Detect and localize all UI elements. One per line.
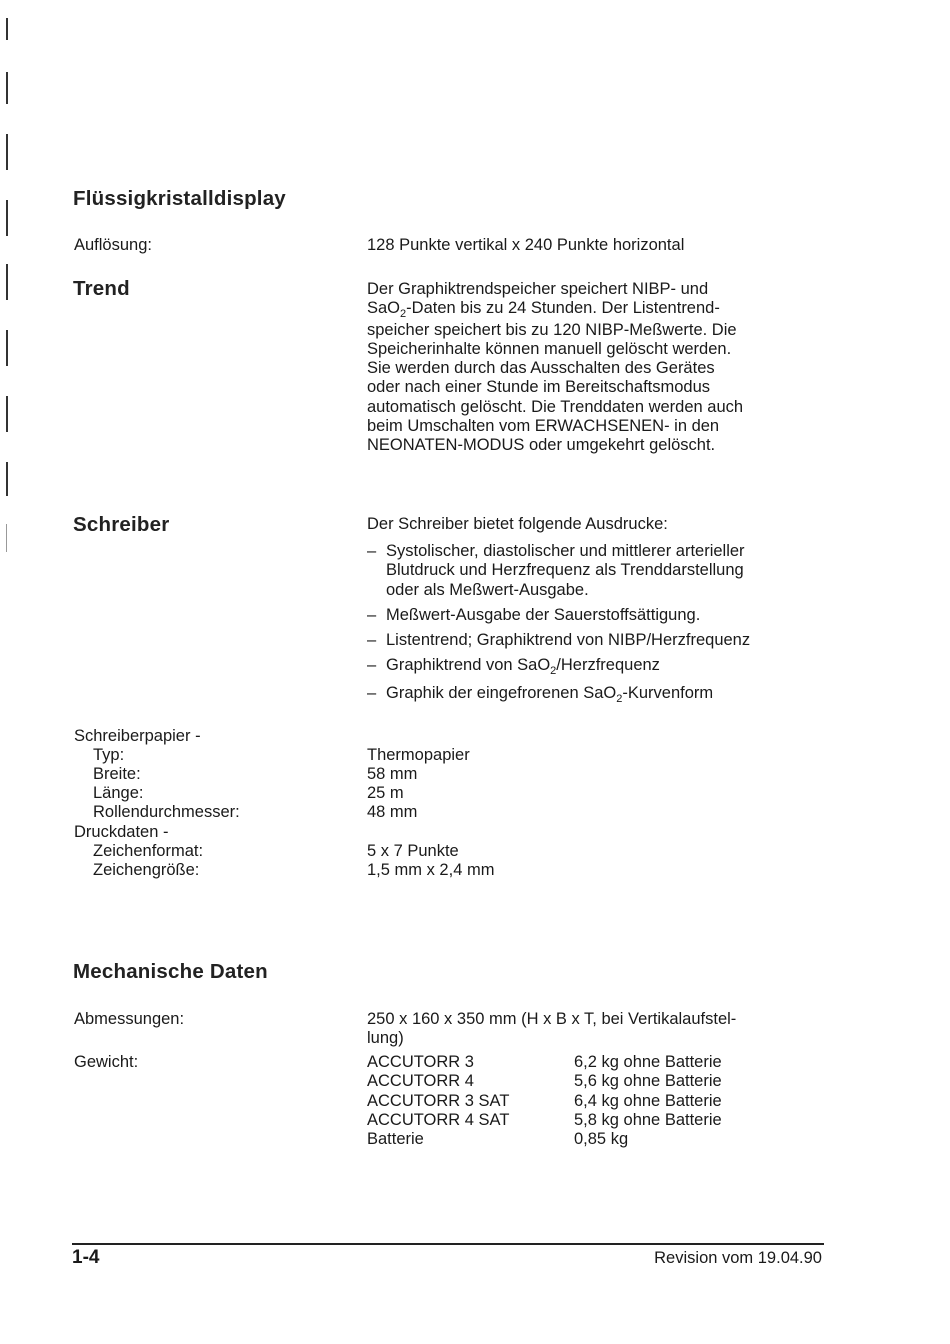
text-line: Der Graphiktrendspeicher speichert NIBP- und bbox=[367, 280, 709, 298]
dash-bullet: – bbox=[367, 631, 377, 650]
length-label: Länge: bbox=[93, 784, 144, 802]
scan-margin-mark bbox=[6, 524, 7, 552]
list-item bbox=[367, 631, 827, 650]
trend-description bbox=[367, 280, 827, 456]
dash-bullet: – bbox=[367, 683, 377, 702]
resolution-label: Auflösung: bbox=[74, 236, 152, 254]
text-line: oder nach einer Stunde im Bereitschaftsmodus bbox=[367, 378, 711, 397]
scan-margin-mark bbox=[6, 72, 8, 104]
recorder-intro: Der Schreiber bietet folgende Ausdrucke: bbox=[367, 515, 668, 533]
model-name: ACCUTORR 4 SAT bbox=[367, 1110, 510, 1129]
model-weight: 6,4 kg ohne Batterie bbox=[574, 1091, 722, 1110]
text-line: NEONATEN-MODUS oder umgekehrt gelöscht. bbox=[367, 436, 716, 455]
dash-bullet: – bbox=[367, 605, 377, 624]
recorder-heading: Schreiber bbox=[73, 513, 170, 536]
scan-margin-mark bbox=[6, 264, 8, 300]
roll-diameter-value: 48 mm bbox=[367, 803, 418, 821]
model-weight: 5,6 kg ohne Batterie bbox=[574, 1072, 722, 1091]
char-format-label: Zeichenformat: bbox=[93, 842, 204, 860]
scan-margin-mark bbox=[6, 396, 8, 432]
text-line: Speicherinhalte können manuell gelöscht werden. bbox=[367, 339, 732, 358]
text-fragment: Graphiktrend von SaO bbox=[386, 656, 551, 675]
text-fragment: -Kurvenform bbox=[622, 683, 714, 702]
length-value: 25 m bbox=[367, 784, 404, 802]
dash-bullet: – bbox=[367, 542, 377, 560]
paper-label: Schreiberpapier - bbox=[74, 727, 201, 745]
text-line bbox=[386, 656, 827, 677]
trend-heading: Trend bbox=[73, 277, 130, 300]
text-line: automatisch gelöscht. Die Trenddaten werden auch bbox=[367, 397, 744, 416]
text-line bbox=[386, 684, 827, 705]
char-size-label: Zeichengröße: bbox=[93, 861, 200, 879]
width-label: Breite: bbox=[93, 765, 141, 783]
width-value: 58 mm bbox=[367, 765, 418, 783]
footer-rule bbox=[72, 1243, 824, 1245]
text-line bbox=[367, 299, 827, 320]
scan-margin-mark bbox=[6, 134, 8, 170]
list-item bbox=[367, 656, 827, 677]
text-line: Systolischer, diastolischer und mittlerer arterieller bbox=[386, 542, 745, 560]
text-line: beim Umschalten vom ERWACHSENEN- in den bbox=[367, 417, 720, 436]
list-item bbox=[367, 606, 827, 625]
print-data-label: Druckdaten - bbox=[74, 823, 169, 841]
char-size-value: 1,5 mm x 2,4 mm bbox=[367, 861, 495, 879]
scan-margin-mark bbox=[6, 200, 8, 236]
recorder-bullet-list bbox=[367, 542, 827, 705]
text-line: Sie werden durch das Ausschalten des Gerätes bbox=[367, 359, 715, 378]
list-item bbox=[367, 542, 827, 600]
scan-margin-mark bbox=[6, 18, 8, 40]
type-label: Typ: bbox=[93, 746, 125, 764]
model-name: Batterie bbox=[367, 1130, 424, 1149]
page-number: 1-4 bbox=[72, 1247, 100, 1268]
subscript: 2 bbox=[550, 665, 557, 678]
model-weight: 0,85 kg bbox=[574, 1130, 629, 1149]
dimensions-label: Abmessungen: bbox=[74, 1010, 185, 1028]
model-weight: 6,2 kg ohne Batterie bbox=[574, 1053, 722, 1071]
text-line: oder als Meßwert-Ausgabe. bbox=[386, 580, 589, 599]
model-name: ACCUTORR 3 SAT bbox=[367, 1091, 510, 1110]
scan-margin-mark bbox=[6, 462, 8, 496]
weight-table bbox=[367, 1053, 827, 1149]
text-line: 250 x 160 x 350 mm (H x B x T, bei Vertikalaufstel- bbox=[367, 1010, 737, 1028]
model-weight: 5,8 kg ohne Batterie bbox=[574, 1110, 722, 1129]
text-line: lung) bbox=[367, 1029, 404, 1048]
text-fragment: Graphik der eingefrorenen SaO bbox=[386, 683, 617, 702]
model-name: ACCUTORR 3 bbox=[367, 1053, 474, 1071]
list-item bbox=[367, 684, 827, 705]
roll-diameter-label: Rollendurchmesser: bbox=[93, 803, 240, 821]
resolution-value: 128 Punkte vertikal x 240 Punkte horizontal bbox=[367, 236, 685, 254]
scan-margin-mark bbox=[6, 330, 8, 366]
text-line: Blutdruck und Herzfrequenz als Trenddarstellung bbox=[386, 561, 744, 580]
type-value: Thermopapier bbox=[367, 746, 470, 764]
subscript: 2 bbox=[616, 692, 623, 705]
dimensions-value bbox=[367, 1010, 827, 1049]
mechanical-heading: Mechanische Daten bbox=[73, 960, 268, 983]
char-format-value: 5 x 7 Punkte bbox=[367, 842, 459, 860]
model-name: ACCUTORR 4 bbox=[367, 1072, 474, 1091]
weight-label: Gewicht: bbox=[74, 1053, 139, 1071]
text-line: speicher speichert bis zu 120 NIBP-Meßwerte. Die bbox=[367, 320, 737, 339]
dash-bullet: – bbox=[367, 656, 377, 675]
text-line: Listentrend; Graphiktrend von NIBP/Herzfrequenz bbox=[386, 631, 751, 650]
text-line: Meßwert-Ausgabe der Sauerstoffsättigung. bbox=[386, 605, 701, 624]
subscript: 2 bbox=[400, 308, 407, 321]
text-fragment: /Herzfrequenz bbox=[556, 656, 660, 675]
text-fragment: -Daten bis zu 24 Stunden. Der Listentrend- bbox=[406, 299, 720, 318]
lcd-heading: Flüssigkristalldisplay bbox=[73, 187, 286, 210]
revision-date: Revision vom 19.04.90 bbox=[654, 1249, 822, 1267]
text-fragment: SaO bbox=[367, 299, 401, 318]
